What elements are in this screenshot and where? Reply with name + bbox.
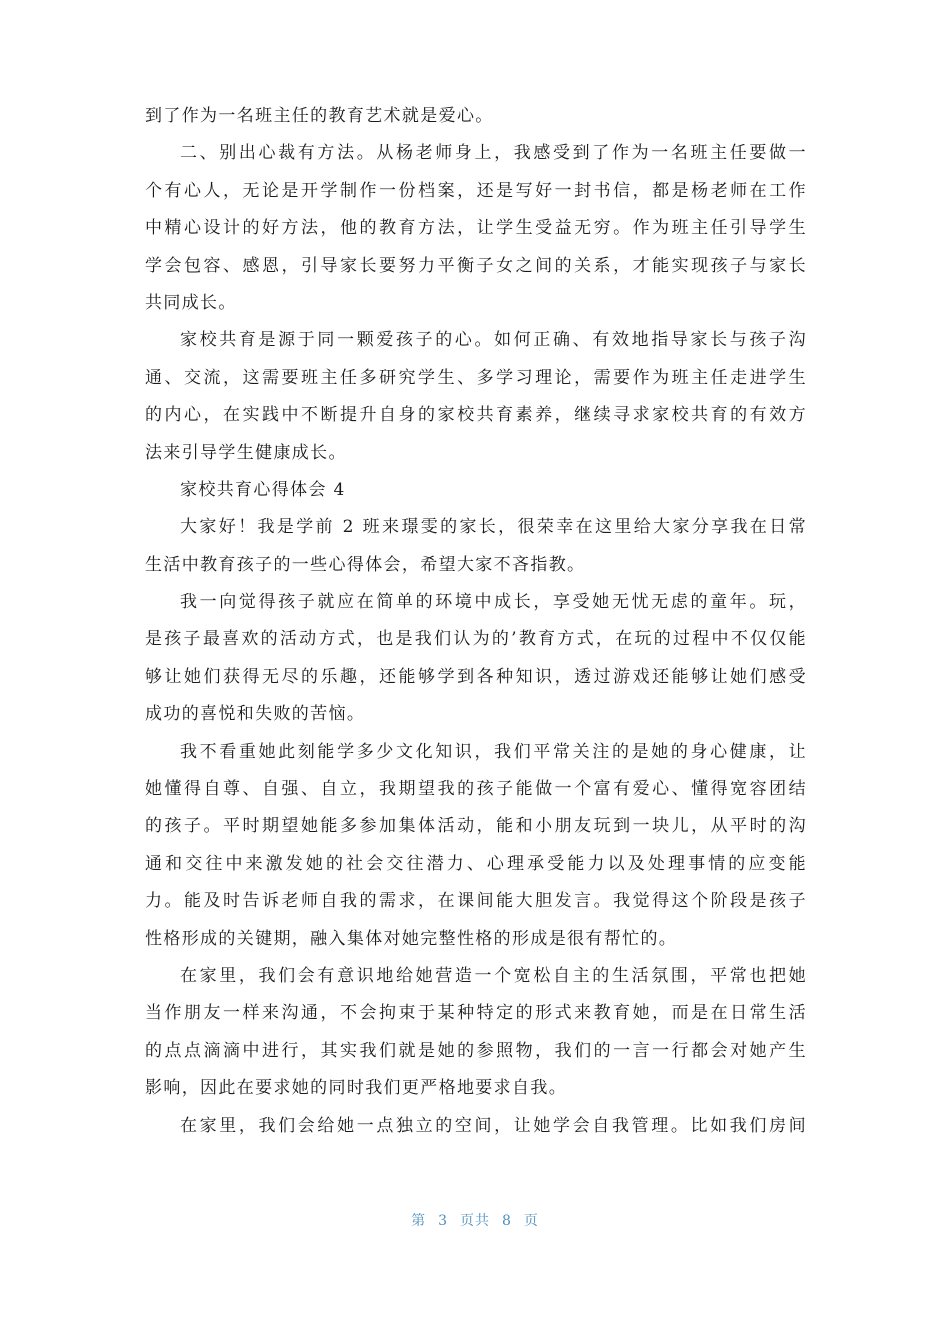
text-line: 通和交往中来激发她的社会交往潜力、心理承受能力以及处理事情的应变能 [145, 853, 807, 874]
text-line: 的孩子。平时期望她能多参加集体活动，能和小朋友玩到一块儿，从平时的沟 [145, 816, 807, 837]
text-line: 共同成长。 [145, 292, 237, 313]
text-line: 学会包容、感恩，引导家长要努力平衡子女之间的关系，才能实现孩子与家长 [145, 255, 807, 276]
text-line: 大家好！我是学前 2 班来璟雯的家长，很荣幸在这里给大家分享我在日常 [180, 517, 807, 538]
text-line: 在家里，我们会有意识地给她营造一个宽松自主的生活氛围，平常也把她 [180, 965, 807, 986]
footer-label-yegong: 页共 [460, 1213, 490, 1229]
total-page-count: 8 [502, 1213, 512, 1229]
current-page-number: 3 [438, 1213, 448, 1229]
text-line: 我不看重她此刻能学多少文化知识，我们平常关注的是她的身心健康，让 [180, 741, 807, 762]
text-line: 到了作为一名班主任的教育艺术就是爱心。 [145, 106, 494, 126]
text-line: 性格形成的关键期，融入集体对她完整性格的形成是很有帮忙的。 [145, 928, 678, 949]
text-line: 够让她们获得无尽的乐趣，还能够学到各种知识，透过游戏还能够让她们感受 [145, 666, 807, 687]
text-line: 是孩子最喜欢的活动方式，也是我们认为的’教育方式，在玩的过程中不仅仅能 [145, 629, 807, 650]
footer-label-ye: 页 [523, 1213, 539, 1229]
text-line: 法来引导学生健康成长。 [145, 442, 347, 463]
text-line: 力。能及时告诉老师自我的需求，在课间能大胆发言。我觉得这个阶段是孩子 [145, 891, 807, 912]
text-line: 通、交流，这需要班主任多研究学生、多学习理论，需要作为班主任走进学生 [145, 367, 807, 388]
text-line: 生活中教育孩子的一些心得体会，希望大家不吝指教。 [145, 554, 586, 575]
text-line: 影响，因此在要求她的同时我们更严格地要求自我。 [145, 1078, 568, 1099]
text-line: 的点点滴滴中进行，其实我们就是她的参照物，我们的一言一行都会对她产生 [145, 1040, 807, 1061]
text-line: 的内心，在实践中不断提升自身的家校共育素养，继续寻求家校共育的有效方 [145, 405, 807, 426]
text-line: 当作朋友一样来沟通，不会拘束于某种特定的形式来教育她，而是在日常生活 [145, 1003, 807, 1024]
text-line: 二、别出心裁有方法。从杨老师身上，我感受到了作为一名班主任要做一 [180, 143, 807, 164]
text-line: 在家里，我们会给她一点独立的空间，让她学会自我管理。比如我们房间 [180, 1115, 807, 1136]
footer-label-di: 第 [411, 1213, 427, 1229]
text-line: 家校共育心得体会 4 [180, 479, 346, 500]
text-line: 她懂得自尊、自强、自立，我期望我的孩子能做一个富有爱心、懂得宽容团结 [145, 779, 807, 800]
text-line: 中精心设计的好方法，他的教育方法，让学生受益无穷。作为班主任引导学生 [145, 218, 807, 239]
document-body [145, 98, 807, 1145]
text-line: 成功的喜悦和失败的苦恼。 [145, 704, 366, 725]
text-line: 家校共育是源于同一颗爱孩子的心。如何正确、有效地指导家长与孩子沟 [180, 330, 807, 351]
text-line: 个有心人，无论是开学制作一份档案，还是写好一封书信，都是杨老师在工作 [145, 180, 807, 201]
page-footer [0, 1210, 950, 1230]
text-line: 我一向觉得孩子就应在简单的环境中成长，享受她无忧无虑的童年。玩， [180, 592, 807, 613]
